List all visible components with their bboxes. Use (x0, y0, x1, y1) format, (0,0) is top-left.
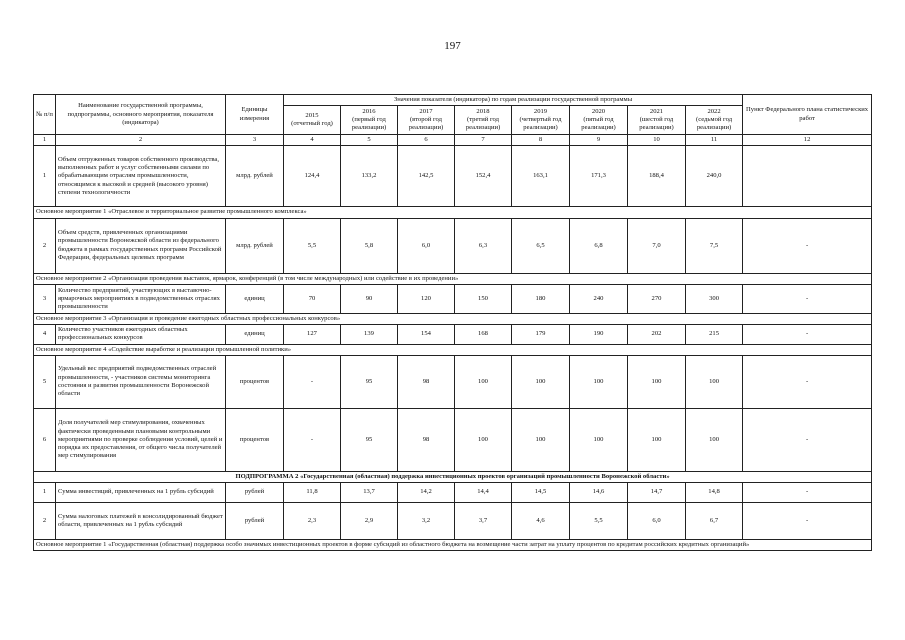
section-title: Основное мероприятие 1 «Государственная (областная) поддержка особо значимых инвестиционных проектов в форме субсидий из областного бюджета на возмещение части затрат на уплату процентов по кредитам российских кредитных организаций» (34, 540, 872, 551)
value-cell: 14,8 (686, 483, 743, 503)
value-cell: 70 (284, 284, 341, 313)
header-year-value: 2019 (533, 107, 548, 115)
stat-plan-cell: - (743, 218, 872, 273)
value-cell: 90 (341, 284, 398, 313)
value-cell: 168 (455, 325, 512, 344)
value-cell: 154 (398, 325, 455, 344)
header-year-note: (шестой год реализации) (639, 116, 674, 132)
header-year-note: (третий год реализации) (465, 116, 501, 132)
value-cell: 6,8 (570, 218, 628, 273)
header-year-value: 2017 (419, 107, 433, 115)
stat-plan-cell: - (743, 503, 872, 540)
table-row (34, 146, 872, 207)
header-year-note: (первый год реализации) (351, 116, 387, 132)
subprogram-row (34, 471, 872, 482)
value-cell: 190 (570, 325, 628, 344)
value-cell: 5,8 (341, 218, 398, 273)
value-cell: 100 (628, 408, 686, 471)
indicator-table (33, 94, 872, 551)
header-year-value: 2022 (707, 107, 721, 115)
header-year (570, 106, 628, 135)
row-number: 5 (34, 355, 56, 408)
value-cell: 163,1 (512, 146, 570, 207)
unit-cell: процентов (226, 408, 284, 471)
page-number: 197 (444, 40, 461, 52)
value-cell: 139 (341, 325, 398, 344)
table-row (34, 483, 872, 503)
value-cell: 2,3 (284, 503, 341, 540)
value-cell: 98 (398, 355, 455, 408)
value-cell: 100 (686, 355, 743, 408)
column-number: 11 (686, 135, 743, 146)
value-cell: 171,3 (570, 146, 628, 207)
header-year (455, 106, 512, 135)
value-cell: 14,6 (570, 483, 628, 503)
value-cell: 98 (398, 408, 455, 471)
section-row (34, 207, 872, 218)
header-year (341, 106, 398, 135)
value-cell: 152,4 (455, 146, 512, 207)
column-number: 12 (743, 135, 872, 146)
section-row (34, 540, 872, 551)
section-row (34, 273, 872, 284)
indicator-name: Объем средств, привлеченных организациями промышленности Воронежской области из федерального бюджета в рамках государственных программ Российской Федерации, федеральных целевых программ (56, 218, 226, 273)
value-cell: 127 (284, 325, 341, 344)
stat-plan-cell (743, 146, 872, 207)
value-cell: 100 (570, 355, 628, 408)
value-cell: - (284, 355, 341, 408)
column-numbers-row (34, 135, 872, 146)
table-row (34, 325, 872, 344)
indicator-name: Доля получателей мер стимулирования, охваченных фактически проведенными плановыми контрольными мероприятиями по проверке соблюдения условий, целей и порядка их предоставления, от общего числа получателей мер стимулирования (56, 408, 226, 471)
value-cell: 5,5 (284, 218, 341, 273)
header-year-note: (отчетный год) (291, 120, 333, 128)
unit-cell: млрд. рублей (226, 218, 284, 273)
unit-cell: млрд. рублей (226, 146, 284, 207)
value-cell: 300 (686, 284, 743, 313)
header-year (628, 106, 686, 135)
value-cell: 5,5 (570, 503, 628, 540)
header-name: Наименование государственной программы, подпрограммы, основного мероприятия, показателя (индикатора) (56, 95, 226, 135)
unit-cell: рублей (226, 483, 284, 503)
header-year (398, 106, 455, 135)
header-values-group: Значения показателя (индикатора) по годам реализации государственной программы (284, 95, 743, 106)
row-number: 4 (34, 325, 56, 344)
column-number: 9 (570, 135, 628, 146)
value-cell: 100 (686, 408, 743, 471)
value-cell: 11,8 (284, 483, 341, 503)
unit-cell: единиц (226, 325, 284, 344)
value-cell: 100 (455, 408, 512, 471)
section-row (34, 344, 872, 355)
value-cell: 2,9 (341, 503, 398, 540)
value-cell: - (284, 408, 341, 471)
row-number: 1 (34, 483, 56, 503)
value-cell: 120 (398, 284, 455, 313)
value-cell: 100 (512, 408, 570, 471)
table-row (34, 408, 872, 471)
header-num: № п/п (34, 95, 56, 135)
row-number: 2 (34, 503, 56, 540)
value-cell: 4,6 (512, 503, 570, 540)
section-title: Основное мероприятие 3 «Организация и проведение ежегодных областных профессиональных конкурсов» (34, 313, 872, 324)
header-year-value: 2016 (362, 107, 376, 115)
table-row (34, 355, 872, 408)
header-year-value: 2021 (649, 107, 664, 115)
value-cell: 6,3 (455, 218, 512, 273)
row-number: 3 (34, 284, 56, 313)
indicator-name: Сумма налоговых платежей в консолидированный бюджет области, привлеченных на 1 рубль субсидий (56, 503, 226, 540)
unit-cell: рублей (226, 503, 284, 540)
header-year-note: (второй год реализации) (408, 116, 444, 132)
indicator-name: Удельный вес предприятий подведомственных отраслей промышленности, - участников системы мониторинга состояния и развития промышленности Воронежской области (56, 355, 226, 408)
column-number: 10 (628, 135, 686, 146)
stat-plan-cell: - (743, 284, 872, 313)
section-title: Основное мероприятие 1 «Отраслевое и территориальное развитие промышленного комплекса» (34, 207, 872, 218)
column-number: 6 (398, 135, 455, 146)
header-year-value: 2020 (591, 107, 606, 115)
value-cell: 100 (628, 355, 686, 408)
table-body (34, 146, 872, 551)
value-cell: 14,4 (455, 483, 512, 503)
value-cell: 3,2 (398, 503, 455, 540)
value-cell: 100 (455, 355, 512, 408)
table-row (34, 503, 872, 540)
row-number: 6 (34, 408, 56, 471)
value-cell: 14,7 (628, 483, 686, 503)
value-cell: 6,7 (686, 503, 743, 540)
header-year (686, 106, 743, 135)
value-cell: 202 (628, 325, 686, 344)
column-number: 2 (56, 135, 226, 146)
header-year-note: (пятый год реализации) (581, 116, 616, 132)
unit-cell: единиц (226, 284, 284, 313)
header-row-top (34, 95, 872, 106)
value-cell: 95 (341, 408, 398, 471)
indicator-name: Количество предприятий, участвующих в выставочно-ярмарочных мероприятиях в подведомственных отраслях промышленности (56, 284, 226, 313)
column-number: 8 (512, 135, 570, 146)
value-cell: 13,7 (341, 483, 398, 503)
stat-plan-cell: - (743, 408, 872, 471)
value-cell: 95 (341, 355, 398, 408)
indicator-name: Количество участников ежегодных областных профессиональных конкурсов (56, 325, 226, 344)
stat-plan-cell: - (743, 355, 872, 408)
subprogram-title: ПОДПРОГРАММА 2 «Государственная (областная) поддержка инвестиционных проектов организаций промышленности Воронежской области» (34, 471, 872, 482)
value-cell: 6,0 (398, 218, 455, 273)
value-cell: 14,2 (398, 483, 455, 503)
header-year-value: 2018 (476, 107, 490, 115)
value-cell: 14,5 (512, 483, 570, 503)
header-year (512, 106, 570, 135)
table-row (34, 218, 872, 273)
column-number: 4 (284, 135, 341, 146)
indicator-name: Сумма инвестиций, привлеченных на 1 рубль субсидий (56, 483, 226, 503)
value-cell: 188,4 (628, 146, 686, 207)
stat-plan-cell: - (743, 325, 872, 344)
value-cell: 100 (570, 408, 628, 471)
section-title: Основное мероприятие 4 «Содействие выработке и реализации промышленной политики» (34, 344, 872, 355)
indicator-name: Объем отгруженных товаров собственного производства, выполненных работ и услуг собственными силами по обрабатывающим отраслям промышленности, относящимся к высокой и средней (высокого уровня) степени технологичности (56, 146, 226, 207)
column-number: 1 (34, 135, 56, 146)
header-year (284, 106, 341, 135)
value-cell: 133,2 (341, 146, 398, 207)
value-cell: 100 (512, 355, 570, 408)
column-number: 7 (455, 135, 512, 146)
value-cell: 6,5 (512, 218, 570, 273)
column-number: 3 (226, 135, 284, 146)
row-number: 1 (34, 146, 56, 207)
row-number: 2 (34, 218, 56, 273)
section-row (34, 313, 872, 324)
header-stat: Пункт Федерального плана статистических работ (743, 95, 872, 135)
value-cell: 179 (512, 325, 570, 344)
value-cell: 124,4 (284, 146, 341, 207)
header-year-value: 2015 (305, 112, 319, 119)
value-cell: 6,0 (628, 503, 686, 540)
section-title: Основное мероприятие 2 «Организация проведения выставок, ярмарок, конференций (в том числе международных) или содействие в их проведении» (34, 273, 872, 284)
value-cell: 240,0 (686, 146, 743, 207)
value-cell: 7,0 (628, 218, 686, 273)
unit-cell: процентов (226, 355, 284, 408)
header-year-note: (седьмой год реализации) (696, 116, 733, 132)
value-cell: 3,7 (455, 503, 512, 540)
header-unit: Единицы измерения (226, 95, 284, 135)
column-number: 5 (341, 135, 398, 146)
value-cell: 142,5 (398, 146, 455, 207)
table-row (34, 284, 872, 313)
value-cell: 150 (455, 284, 512, 313)
value-cell: 240 (570, 284, 628, 313)
value-cell: 215 (686, 325, 743, 344)
stat-plan-cell: - (743, 483, 872, 503)
value-cell: 180 (512, 284, 570, 313)
value-cell: 270 (628, 284, 686, 313)
header-year-note: (четвертый год реализации) (519, 116, 562, 132)
value-cell: 7,5 (686, 218, 743, 273)
